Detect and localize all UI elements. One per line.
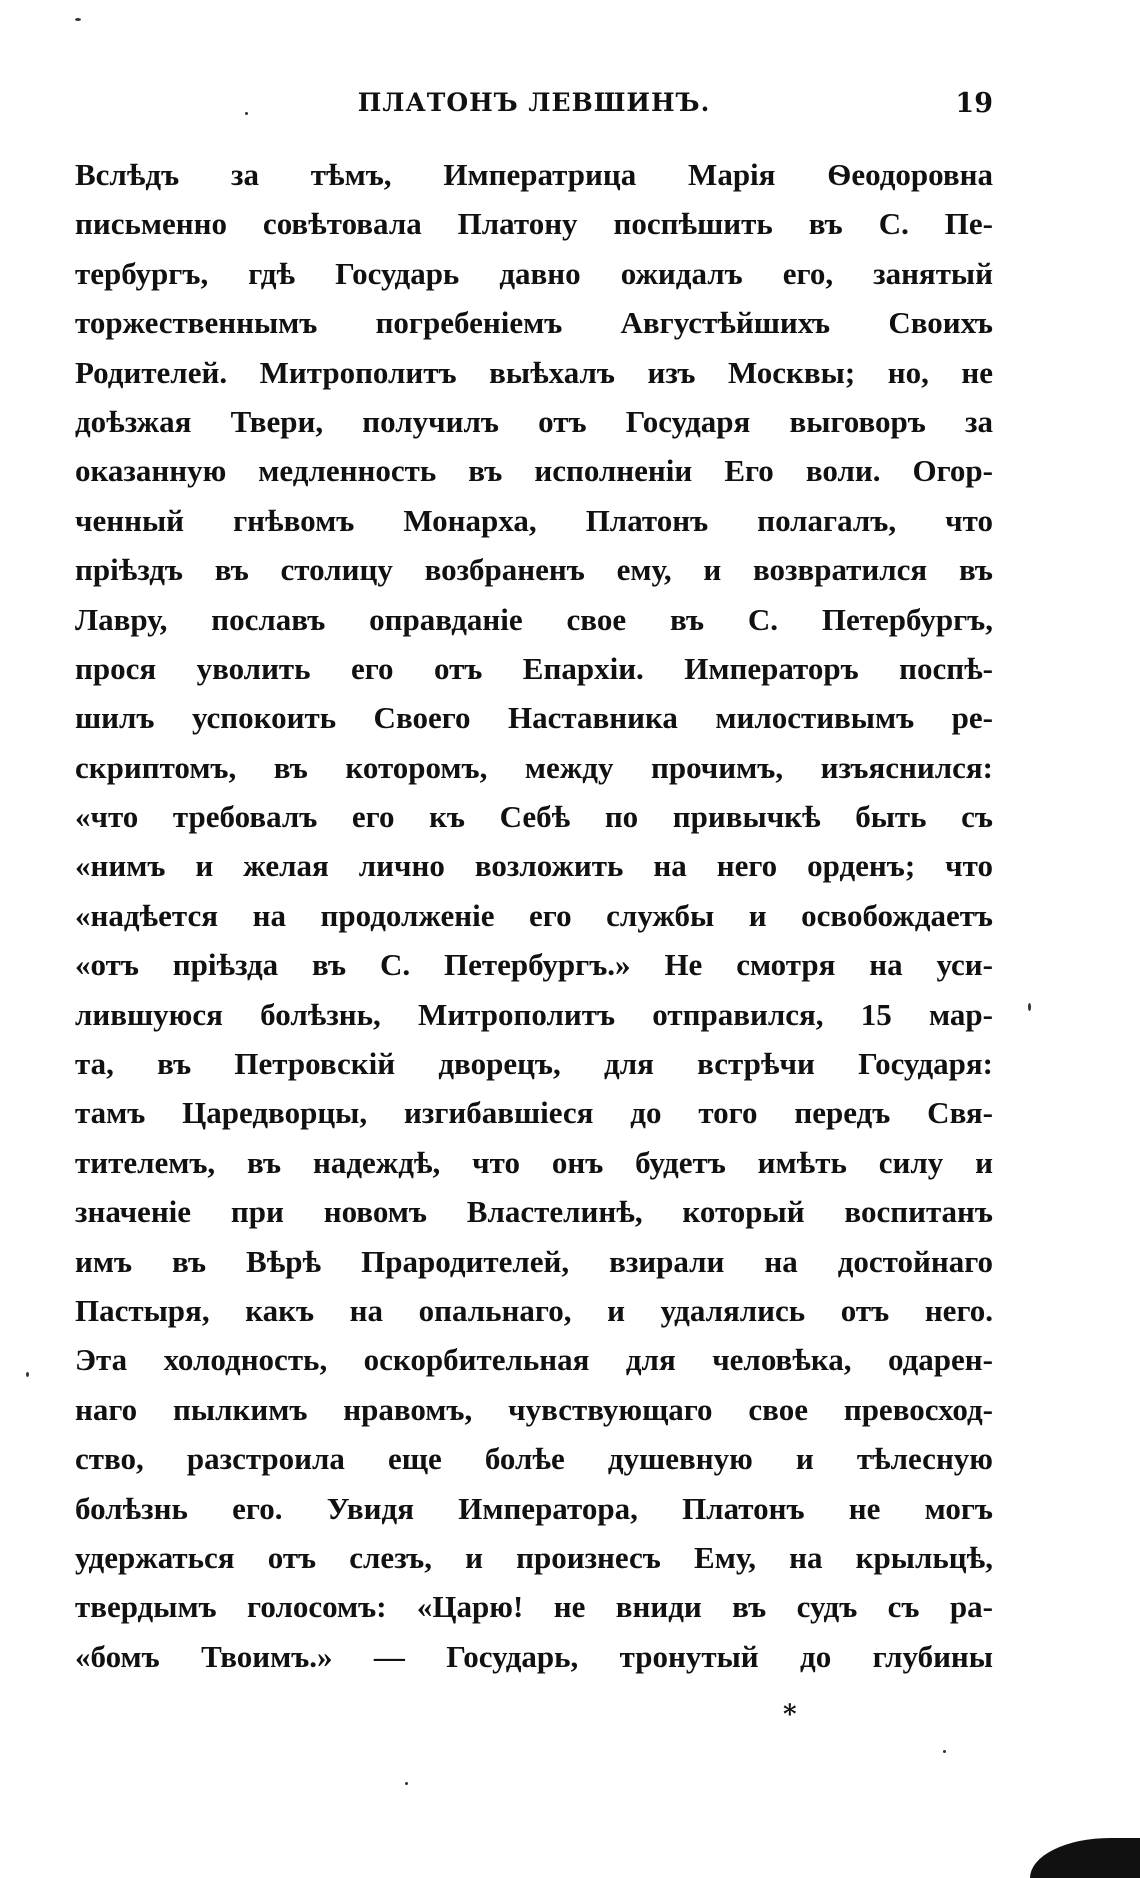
text-line: Эта холодность, оскорбительная для человѣка, одарен- xyxy=(75,1342,993,1378)
page-number: 19 xyxy=(955,88,993,119)
scan-speck xyxy=(26,1372,29,1377)
page-header xyxy=(75,88,993,128)
text-line: шилъ успокоить Своего Наставника милостивымъ ре- xyxy=(75,700,993,736)
text-line: наго пылкимъ нравомъ, чувствующаго свое превосход- xyxy=(75,1391,993,1427)
text-line: тамъ Царедворцы, изгибавшіеся до того передъ Свя- xyxy=(75,1095,993,1131)
text-line: пріѣздъ въ столицу возбраненъ ему, и возвратился въ xyxy=(75,552,993,588)
body-text xyxy=(75,150,993,1681)
text-line: доѣзжая Твери, получилъ отъ Государя выговоръ за xyxy=(75,403,993,439)
scan-speck xyxy=(245,112,248,115)
scan-speck xyxy=(75,18,81,21)
text-line: тителемъ, въ надеждѣ, что онъ будетъ имѣть силу и xyxy=(75,1144,993,1180)
text-line: болѣзнь его. Увидя Императора, Платонъ не могъ xyxy=(75,1490,993,1526)
text-line: «отъ пріѣзда въ С. Петербургъ.» Не смотря на уси- xyxy=(75,947,993,983)
text-line: «бомъ Твоимъ.» — Государь, тронутый до глубины xyxy=(75,1638,993,1674)
text-line: «надѣется на продолженіе его службы и освобождаетъ xyxy=(75,897,993,933)
text-line: Вслѣдъ за тѣмъ, Императрица Марія Ѳеодоровна xyxy=(75,157,993,192)
text-line: твердымъ голосомъ: «Царю! не вниди въ судъ съ ра- xyxy=(75,1589,993,1625)
text-line: удержаться отъ слезъ, и произнесъ Ему, на крыльцѣ, xyxy=(75,1539,993,1575)
text-line: ство, разстроила еще болѣе душевную и тѣлесную xyxy=(75,1441,993,1477)
text-line: тербургъ, гдѣ Государь давно ожидалъ его, занятый xyxy=(75,255,993,291)
text-line: торжественнымъ погребеніемъ Августѣйшихъ Своихъ xyxy=(75,305,993,341)
text-line: Родителей. Митрополитъ выѣхалъ изъ Москвы; но, не xyxy=(75,354,993,390)
text-line: «что требовалъ его къ Себѣ по привычкѣ быть съ xyxy=(75,799,993,835)
scan-speck xyxy=(405,1782,408,1785)
text-line: письменно совѣтовала Платону поспѣшить въ С. Пе- xyxy=(75,206,993,242)
text-line: оказанную медленность въ исполненіи Его воли. Огор- xyxy=(75,453,993,489)
text-line: Лавру, пославъ оправданіе свое въ С. Петербургъ, xyxy=(75,601,993,637)
text-line: Пастыря, какъ на опальнаго, и удалялись отъ него. xyxy=(75,1292,993,1328)
text-line: «нимъ и желая лично возложить на него орденъ; что xyxy=(75,848,993,884)
text-line: значеніе при новомъ Властелинѣ, который воспитанъ xyxy=(75,1194,993,1230)
text-line: имъ въ Вѣрѣ Прародителей, взирали на достойнаго xyxy=(75,1243,993,1279)
text-line: скриптомъ, въ которомъ, между прочимъ, изъяснился: xyxy=(75,749,993,785)
text-line: прося уволить его отъ Епархіи. Императоръ поспѣ- xyxy=(75,650,993,686)
scan-speck xyxy=(1028,1003,1031,1011)
scan-speck xyxy=(943,1750,946,1753)
text-line: лившуюся болѣзнь, Митрополитъ отправился, 15 мар- xyxy=(75,996,993,1032)
text-line: та, въ Петровскій дворецъ, для встрѣчи Государя: xyxy=(75,1046,993,1082)
signature-mark: * xyxy=(783,1700,797,1730)
running-title: ПЛАТОНЪ ЛЕВШИНЪ. xyxy=(357,88,711,117)
text-line: ченный гнѣвомъ Монарха, Платонъ полагалъ, что xyxy=(75,502,993,538)
scan-edge-blot xyxy=(1030,1838,1140,1878)
